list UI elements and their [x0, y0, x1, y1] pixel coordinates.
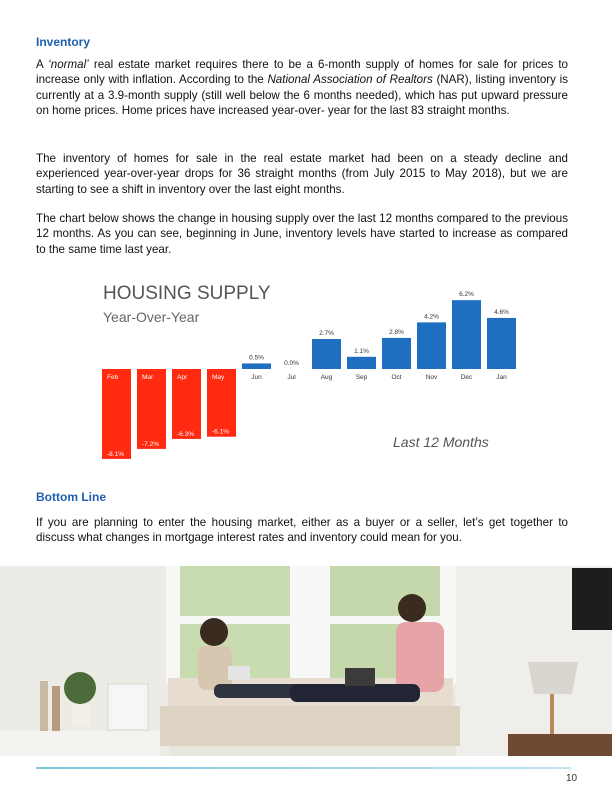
housing-supply-chart — [96, 274, 526, 479]
value-label-nov: 4.2% — [424, 313, 439, 321]
bar-oct — [382, 338, 411, 369]
page-number: 10 — [566, 773, 578, 784]
p1-mid: real estate market requires there to be a 6-month supply of homes for sale for prices to increase only with inflation. According to the — [36, 58, 568, 87]
value-label-mar: -7.2% — [142, 440, 159, 448]
tick-label-sep: Sep — [355, 374, 368, 381]
value-label-feb: -8.1% — [107, 450, 124, 458]
bar-feb — [102, 369, 131, 459]
value-label-apr: -6.3% — [177, 430, 194, 438]
bar-dec — [452, 300, 481, 369]
value-label-may: -6.1% — [212, 428, 229, 436]
bar-sep — [347, 357, 376, 369]
inventory-heading: Inventory — [36, 35, 91, 49]
value-label-jun: 0.5% — [249, 354, 264, 362]
tick-label-jan: Jan — [496, 374, 507, 381]
value-label-dec: 6.2% — [459, 291, 474, 299]
bottom-line-paragraph: If you are planning to enter the housing market, either as a buyer or a seller, let’s get together to discuss what changes in mortgage interest rates and inventory could mean for you. — [36, 516, 568, 545]
chart-subtitle: Year-Over-Year — [103, 309, 200, 325]
value-label-jan: 4.6% — [494, 308, 509, 316]
p1-suffix: (NAR), listing inventory is currently at a 3.9-month supply (still well below the 6 months needed), which has put upward pressure on home prices. Home prices have increased year-over- year for the last 83 straight months. — [36, 73, 568, 118]
tick-label-nov: Nov — [425, 374, 438, 381]
family-photo-illustration — [0, 566, 612, 756]
tick-label-apr: Apr — [177, 374, 188, 381]
p1-prefix: A — [36, 58, 49, 71]
tick-label-mar: Mar — [142, 374, 154, 381]
tick-label-aug: Aug — [320, 374, 333, 381]
tick-label-jun: Jun — [251, 374, 262, 381]
tick-label-dec: Dec — [460, 374, 473, 381]
bar-jun — [242, 363, 271, 369]
tick-label-jul: Jul — [287, 374, 296, 381]
value-label-oct: 2.8% — [389, 328, 404, 336]
chart-title: HOUSING SUPPLY — [103, 283, 271, 304]
tick-label-feb: Feb — [107, 374, 119, 381]
value-label-aug: 2.7% — [319, 330, 334, 338]
value-label-jul: 0.0% — [284, 360, 299, 367]
inventory-paragraph-3: The chart below shows the change in housing supply over the last 12 months compared to the previous 12 months. As you can see, beginning in June, inventory levels have started to increase as compared to the same time last year. — [36, 212, 568, 256]
tick-label-may: May — [212, 374, 225, 381]
family-photo — [0, 566, 612, 756]
p1-normal: ‘normal’ — [48, 58, 89, 71]
bar-aug — [312, 339, 341, 369]
tick-label-oct: Oct — [391, 374, 402, 381]
footer-rule — [36, 767, 571, 769]
value-label-sep: 1.1% — [354, 347, 369, 355]
inventory-paragraph-2: The inventory of homes for sale in the real estate market had been on a steady decline and experienced year-over-year drops for 36 straight months (from July 2015 to May 2018), but we are starting to see a shift in inventory over the last eight months. — [36, 152, 568, 196]
p1-nar: National Association of Realtors — [267, 73, 433, 87]
chart-annotation: Last 12 Months — [393, 434, 489, 450]
bar-jan — [487, 318, 516, 369]
bottom-line-heading: Bottom Line — [36, 490, 106, 504]
bar-nov — [417, 322, 446, 369]
inventory-paragraph-1 — [36, 57, 568, 119]
